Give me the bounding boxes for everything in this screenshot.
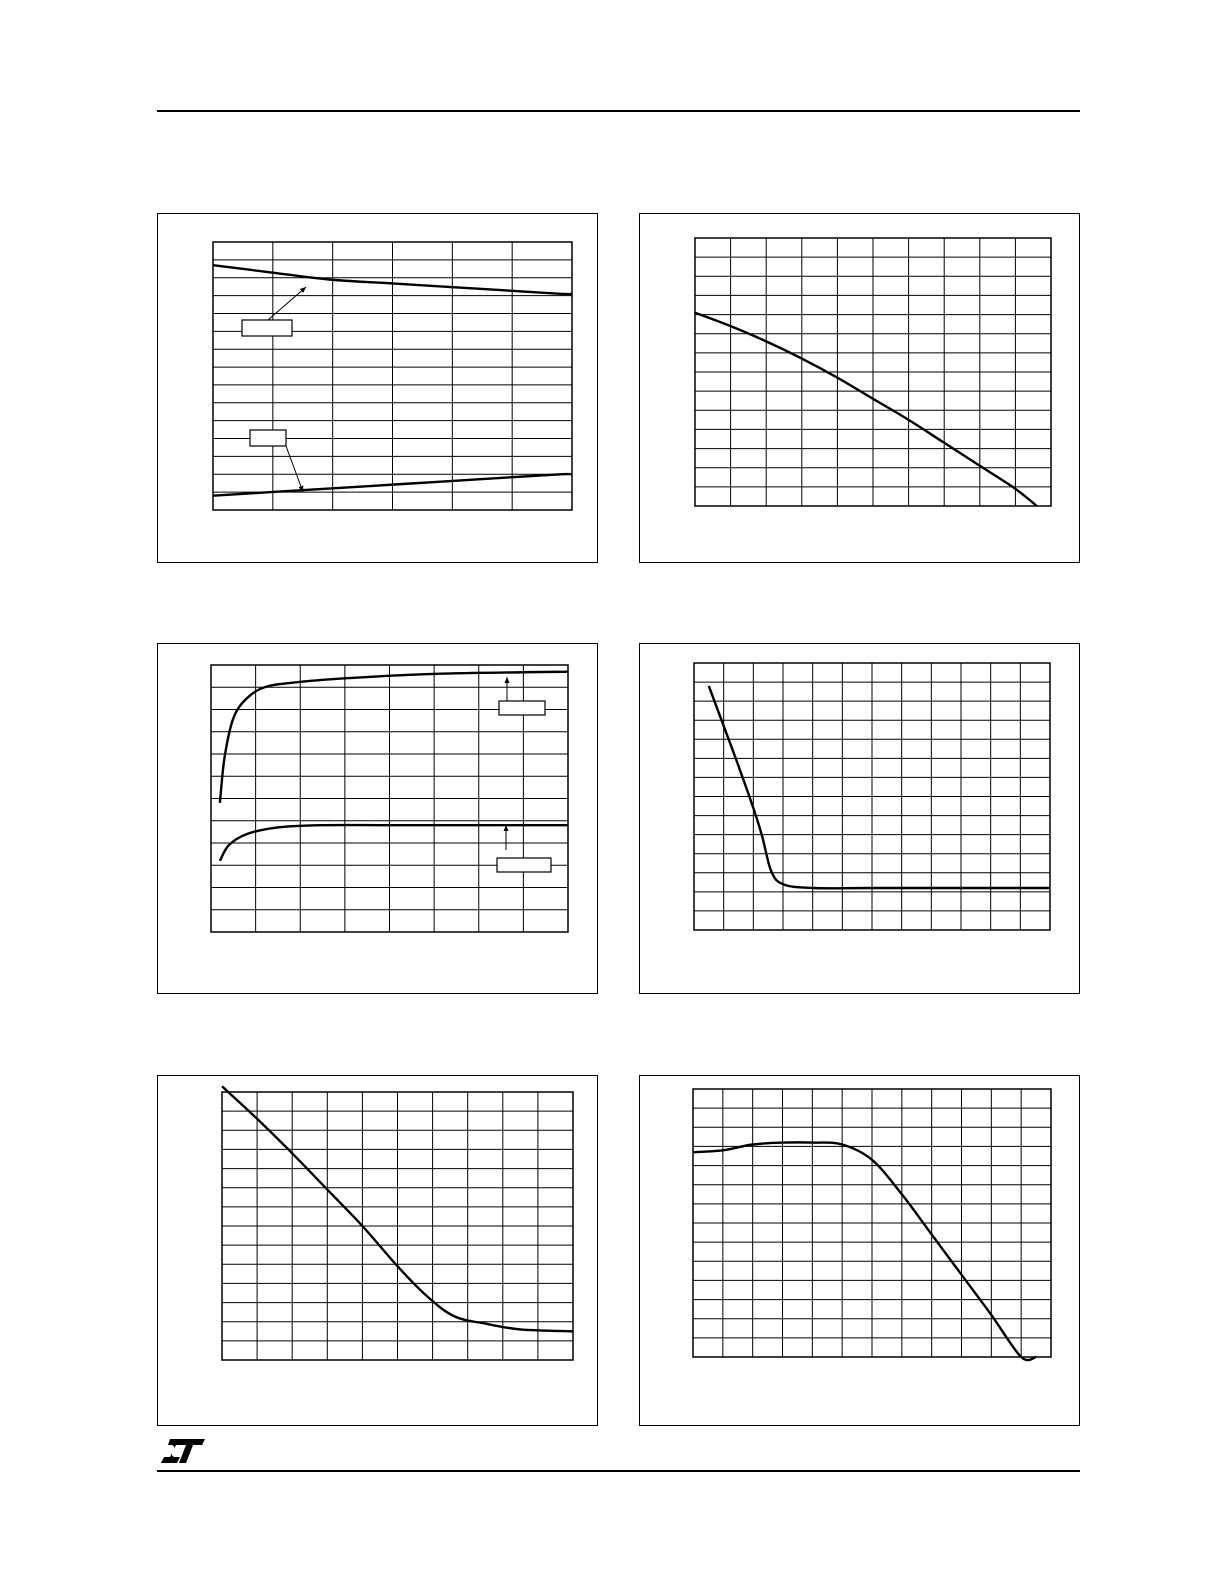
chart-panel-2: [639, 213, 1080, 563]
series-line-1: [709, 686, 1050, 888]
chart-svg-3: [158, 644, 599, 995]
chart-svg-4: [640, 644, 1081, 995]
footer-rule: [157, 1470, 1080, 1472]
chart-panel-3: [157, 643, 598, 994]
chart-svg-1: [158, 214, 599, 564]
chart-panel-4: [639, 643, 1080, 994]
series-line-1: [220, 672, 568, 803]
st-logo: [160, 1438, 206, 1464]
chart-panel-6: [639, 1075, 1080, 1426]
chart-svg-2: [640, 214, 1081, 564]
chart-panel-1: [157, 213, 598, 563]
chart-svg-5: [158, 1076, 599, 1427]
annotation-arrow-1: [268, 287, 306, 320]
chart-panel-5: [157, 1075, 598, 1426]
annotation-box-1: [242, 320, 292, 336]
series-line-1: [695, 313, 1037, 506]
series-line-1: [693, 1142, 1036, 1360]
chart-svg-6: [640, 1076, 1081, 1427]
annotation-arrowhead-1: [505, 677, 510, 683]
annotation-box-1: [499, 701, 545, 715]
annotation-box-2: [497, 858, 551, 872]
annotation-arrow-2: [286, 446, 303, 492]
header-rule: [157, 110, 1080, 112]
annotation-box-2: [250, 430, 286, 446]
